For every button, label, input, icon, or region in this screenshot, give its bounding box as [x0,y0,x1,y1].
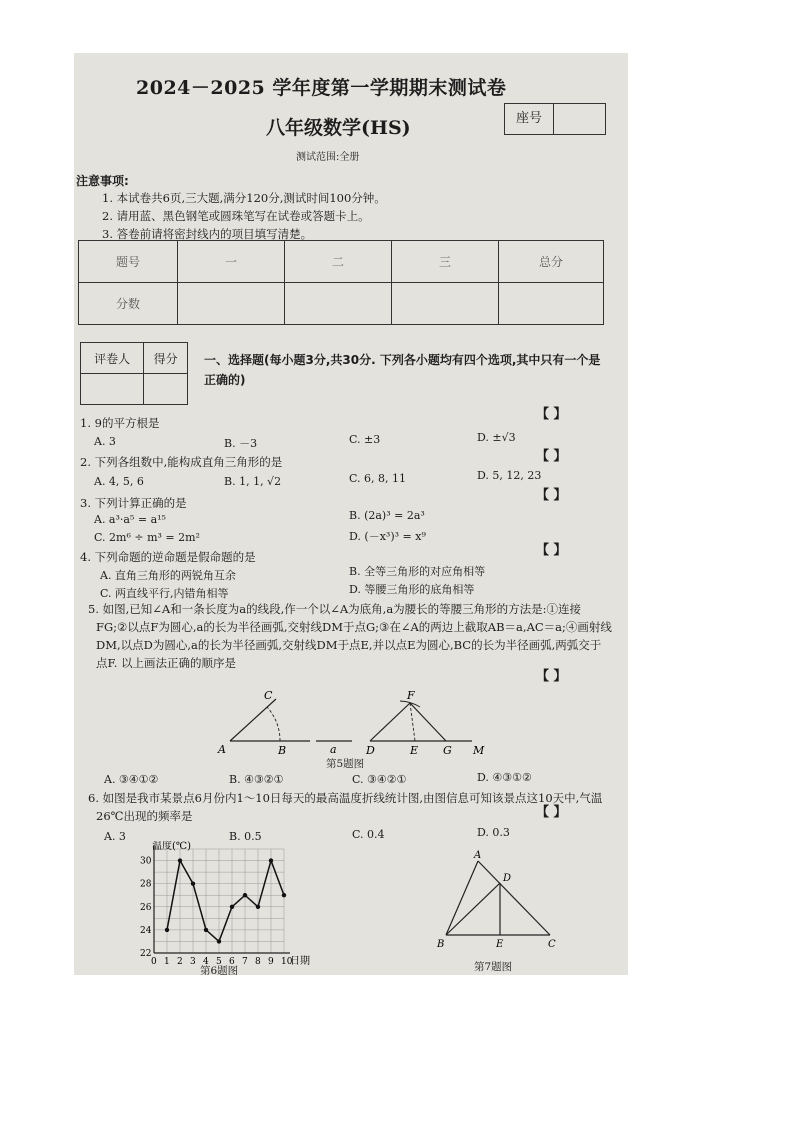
chart-data-point [178,858,182,862]
chart-x-axis-label: 日期 [290,956,310,967]
score-cell [178,283,285,325]
label-e: E [410,744,419,757]
q2-option-d: D. 5, 12, 23 [477,469,542,482]
q4-stem: 4. 下列命题的逆命题是假命题的是 [80,550,256,564]
q3-answer-bracket: 【 】 [536,488,567,503]
notice-title: 注意事项: [76,174,129,188]
grader-cell [144,374,188,405]
score-row-label: 分数 [79,283,178,325]
chart-y-tick-label: 30 [140,856,152,867]
score-cell [285,283,392,325]
chart-x-tick-label: 6 [229,957,235,967]
q1-option-b: B. －3 [224,437,258,450]
chart-x-tick-label: 5 [216,957,222,967]
chart-x-tick-label: 4 [203,957,209,967]
q7-label-d: D [503,873,512,884]
q4-option-a: A. 直角三角形的两锐角互余 [100,569,236,582]
score-header-cell: 一 [178,241,285,283]
q3-option-c: C. 2m⁶ ÷ m³ = 2m² [94,531,200,544]
grader-score-label: 得分 [144,343,188,374]
notice-item-3: 3. 答卷前请将密封线内的项目填写清楚。 [102,227,313,241]
chart-data-point [282,893,286,897]
q7-figure-caption: 第7题图 [474,961,513,973]
q1-option-a: A. 3 [94,435,116,448]
score-cell [392,283,499,325]
q6-option-c: C. 0.4 [352,828,385,841]
q2-option-c: C. 6, 8, 11 [349,472,406,485]
label-b: B [278,744,287,757]
label-m: M [473,744,485,757]
arc-ab-ac [267,707,280,741]
temperature-series-line [167,861,284,942]
q6-line-chart [132,841,332,975]
score-header-cell: 三 [392,241,499,283]
q6-option-b: B. 0.5 [229,830,262,843]
q4-option-b: B. 全等三角形的对应角相等 [349,565,486,578]
seat-number-box [504,103,606,135]
score-header-cell: 总分 [499,241,604,283]
q6-option-a: A. 3 [104,830,126,843]
test-scope: 测试范围:全册 [296,152,360,163]
q5-figure-caption: 第5题图 [326,758,365,770]
chart-tick-labels [140,857,293,967]
score-header-cell: 二 [285,241,392,283]
q7-label-c: C [548,939,556,950]
q3-option-a: A. a³·a⁵ = a¹⁵ [94,513,166,526]
chart-grid [154,849,284,953]
chart-x-tick-label: 2 [177,957,183,967]
q4-option-d: D. 等腰三角形的底角相等 [349,583,475,596]
q7-label-b: B [437,939,445,950]
chart-y-tick-label: 26 [140,902,152,913]
q1-option-c: C. ±3 [349,433,381,446]
q7-label-e: E [496,939,504,950]
q6-option-d: D. 0.3 [477,826,510,839]
q4-answer-bracket: 【 】 [536,543,567,558]
chart-x-tick-label: 8 [255,957,261,967]
dashed-fe [410,703,415,741]
score-cell [499,283,604,325]
q6-figure-caption: 第6题图 [200,965,239,975]
q6-stem: 6. 如图是我市某景点6月份内1～10日每天的最高温度折线统计图,由图信息可知该景点这10天中,气温26℃出现的频率是 [88,791,603,823]
q5-figure [214,685,504,765]
segment-ac [478,861,550,935]
exam-title: 2024－2025 学年度第一学期期末测试卷 [136,77,507,99]
chart-y-tick-label: 28 [140,879,152,890]
q6-answer-bracket: 【 】 [536,805,567,820]
notice-item-1: 1. 本试卷共6页,三大题,满分120分,测试时间100分钟。 [102,191,386,205]
segment-df [370,703,410,741]
q2-answer-bracket: 【 】 [536,449,567,464]
segment-bd [446,883,500,935]
chart-y-tick-label: 24 [140,925,152,936]
chart-x-tick-label: 7 [242,957,248,967]
chart-x-tick-label: 10 [281,957,293,967]
grader-label: 评卷人 [81,343,144,374]
q5-stem: 5. 如图,已知∠A和一条长度为a的线段,作一个以∠A为底角,a为腰长的等腰三角形的方法是:①连接FG;②以点F为圆心,a的长为半径画弧,交射线DM于点G;③在∠A的两边上截取AB＝a,AC＝a;④画射线DM,以点D为圆心,a的长为半径画弧,交射线DM于点E,并以点E为圆心,BC的长为半径画弧,两弧交于点F. 以上画法正确的顺序是 [88,602,612,670]
angle-a-side-ray [230,699,276,741]
chart-data-point [230,905,234,909]
seat-number-label: 座号 [505,104,554,134]
chart-data-point [204,928,208,932]
q7-label-a: A [474,850,482,861]
exam-sheet [74,53,628,975]
q5-option-c: C. ③④②① [352,773,407,786]
exam-subtitle: 八年级数学(HS) [266,117,411,139]
chart-x-tick-label: 0 [151,957,157,967]
chart-data-point [243,893,247,897]
q3-option-b: B. (2a)³ = 2a³ [349,509,425,522]
grader-table [80,342,188,405]
chart-data-point [191,881,195,885]
notice-item-2: 2. 请用蓝、黑色钢笔或圆珠笔写在试卷或答题卡上。 [102,209,370,223]
score-header-cell: 题号 [79,241,178,283]
chart-data-point [256,905,260,909]
chart-y-tick-label: 22 [140,949,152,959]
q5-option-a: A. ③④①② [104,773,159,786]
q3-stem: 3. 下列计算正确的是 [80,496,187,510]
q5-option-b: B. ④③②① [229,773,284,786]
label-g: G [443,744,452,757]
label-f: F [407,689,415,702]
q2-option-b: B. 1, 1, √2 [224,475,282,488]
q4-option-c: C. 两直线平行,内错角相等 [100,587,229,600]
segment-ab [446,861,478,935]
q1-stem: 1. 9的平方根是 [80,416,160,430]
label-segment-a: a [330,743,337,756]
chart-x-tick-label: 9 [268,957,274,967]
chart-y-axis-label: 温度(℃) [152,841,191,852]
grader-cell [81,374,144,405]
q7-figure [430,849,570,953]
q5-option-d: D. ④③①② [477,771,532,784]
q5-answer-bracket: 【 】 [536,669,567,684]
segment-fg [410,703,446,741]
chart-data-point [165,928,169,932]
q1-answer-bracket: 【 】 [536,407,567,422]
q2-stem: 2. 下列各组数中,能构成直角三角形的是 [80,455,283,469]
score-table [78,240,604,325]
chart-data-point [217,939,221,943]
section1-heading: 一、选择题(每小题3分,共30分. 下列各小题均有四个选项,其中只有一个是正确的) [204,353,601,387]
label-a: A [218,743,226,756]
q3-option-d: D. (－x³)³ = x⁹ [349,530,426,543]
q1-option-d: D. ±√3 [477,431,516,444]
label-d: D [366,744,375,757]
chart-x-tick-label: 1 [164,957,170,967]
q2-option-a: A. 4, 5, 6 [94,475,144,488]
chart-x-tick-label: 3 [190,957,196,967]
label-c: C [264,689,273,702]
chart-data-point [269,858,273,862]
